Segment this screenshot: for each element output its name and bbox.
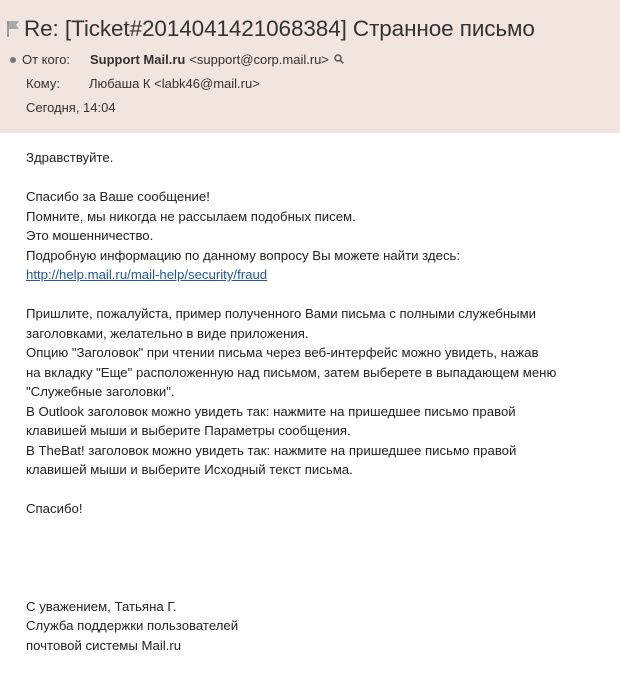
status-dot-icon <box>10 57 16 63</box>
body-line: В TheBat! заголовок можно увидеть так: нажмите на пришедшее письмо правой <box>26 442 517 458</box>
to-label: Кому: <box>26 76 60 91</box>
greeting: Здравствуйте. <box>26 150 114 165</box>
body-line: клавишей мыши и выберите Исходный текст письма. <box>26 462 353 477</box>
sender-email[interactable]: <support@corp.mail.ru> <box>189 52 329 67</box>
body-line: В Outlook заголовок можно увидеть так: нажмите на пришедшее письмо правой <box>26 403 516 419</box>
body-line: заголовками, желательно в виде приложения. <box>26 325 309 341</box>
sender-name[interactable]: Support Mail.ru <box>90 52 186 67</box>
signature-line: Служба поддержки пользователей <box>26 618 239 633</box>
body-line: Пришлите, пожалуйста, пример полученного Вами письма с полными служебными <box>26 306 537 321</box>
email-header <box>0 0 620 133</box>
body-line: Спасибо за Ваше сообщение! <box>26 189 210 204</box>
body-line: Помните, мы никогда не рассылаем подобных писем. <box>26 208 356 224</box>
body-line: "Служебные заголовки". <box>26 384 175 399</box>
signature-line: С уважением, Татьяна Г. <box>26 598 177 614</box>
recipient[interactable]: Любаша К <labk46@mail.ru> <box>89 76 260 91</box>
body-line: Подробную информацию по данному вопросу Вы можете найти здесь: <box>26 247 461 263</box>
fraud-help-link[interactable]: http://help.mail.ru/mail-help/security/fraud <box>26 267 268 282</box>
body-line: клавишей мыши и выберите Параметры сообщения. <box>26 423 351 438</box>
search-icon[interactable] <box>334 52 344 67</box>
subject-row <box>6 14 535 44</box>
email-body <box>26 148 611 655</box>
email-subject: Re: [Ticket#2014041421068384] Странное письмо <box>24 16 535 41</box>
body-line: Это мошенничество. <box>26 228 154 243</box>
thanks: Спасибо! <box>26 501 83 516</box>
email-date: Сегодня, 14:04 <box>26 100 116 115</box>
signature-line: почтовой системы Mail.ru <box>26 637 182 653</box>
from-label: От кого: <box>22 52 71 67</box>
to-row <box>26 76 260 91</box>
body-line: на вкладку "Еще" расположенную над письмом, затем выберете в выпадающем меню <box>26 364 557 380</box>
flag-icon[interactable] <box>6 20 20 38</box>
from-row <box>8 52 344 67</box>
body-line: Опцию "Заголовок" при чтении письма через веб-интерфейс можно увидеть, нажав <box>26 345 539 360</box>
